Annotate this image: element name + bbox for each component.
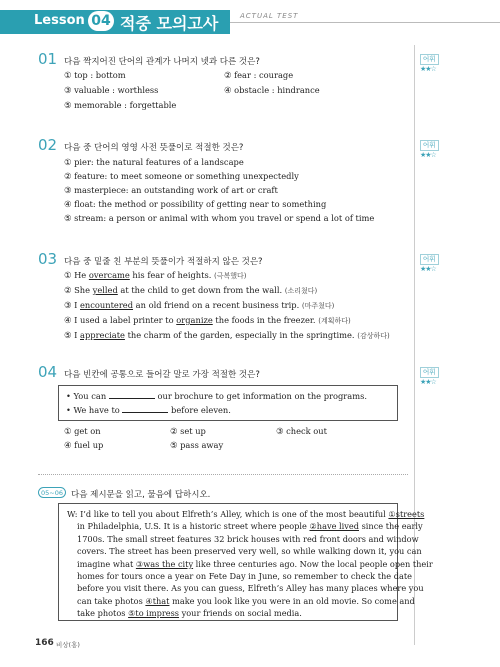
- passage-text: since the early: [359, 521, 423, 532]
- option-text: an old friend on a recent business trip.: [133, 300, 302, 310]
- option-2[interactable]: ② set up: [170, 426, 206, 436]
- passage-text: your friends on social media.: [179, 608, 302, 619]
- underlined-word: encountered: [80, 300, 134, 310]
- option-text: his fear of heights.: [129, 270, 214, 280]
- textbook-name: 비상(홍): [56, 641, 80, 649]
- vocab-tag: 어휘: [420, 367, 439, 378]
- question-set-stem: 다음 제시문을 읽고, 물음에 답하시오.: [71, 490, 211, 500]
- underlined-word: appreciate: [80, 330, 125, 340]
- actual-test-label: ACTUAL TEST: [240, 12, 299, 20]
- korean-gloss: (극복했다): [214, 272, 247, 280]
- option-3[interactable]: ③ check out: [276, 426, 327, 436]
- passage-line: [77, 608, 302, 618]
- option-3[interactable]: [64, 300, 334, 311]
- option-text: ③ I: [64, 300, 80, 310]
- page-number: 166: [35, 638, 54, 648]
- blank-sentence-1: [66, 391, 367, 401]
- korean-gloss: (마주쳤다): [301, 302, 335, 310]
- option-3[interactable]: ③ masterpiece: an outstanding work of art or craft: [64, 185, 278, 195]
- question-stem-02: 다음 중 단어의 영영 사전 뜻풀이로 적절한 것은?: [64, 143, 244, 153]
- difficulty-stars: ★★☆: [420, 265, 436, 273]
- passage-text: before you visit there. As you can guess, Elfreth’s Alley has many places where you: [77, 583, 424, 594]
- underlined-choice: ③was the city: [135, 558, 194, 569]
- option-1[interactable]: ① pier: the natural features of a landscape: [64, 157, 244, 167]
- passage-text: covers. The street has been preserved very well, so while walking down it, you can: [77, 546, 422, 557]
- underlined-choice: ⑤to impress: [128, 608, 180, 619]
- passage-text: can take photos: [77, 595, 146, 606]
- blank-sentence-2: [66, 405, 231, 415]
- question-set-tag: 05~06: [38, 487, 66, 498]
- passage-line: [67, 509, 424, 519]
- vocab-tag: 어휘: [420, 254, 439, 265]
- passage-line: [77, 521, 423, 531]
- passage-text: 1700s. The small street features 32 brick houses with red front doors and window: [77, 533, 419, 544]
- korean-gloss: (감상하다): [357, 332, 390, 340]
- passage-line: [77, 559, 433, 569]
- option-5[interactable]: [64, 330, 390, 341]
- option-2[interactable]: [64, 285, 317, 296]
- passage-text: imagine what: [77, 558, 136, 569]
- option-2[interactable]: ② fear : courage: [224, 70, 294, 80]
- option-text: ① He: [64, 270, 89, 280]
- section-divider: [38, 474, 408, 475]
- option-text: the foods in the freezer.: [212, 315, 319, 325]
- passage-text: homes for tours once a year on Fete Day in June, so remember to check the date: [77, 571, 412, 581]
- lesson-label: Lesson: [34, 13, 85, 28]
- difficulty-stars: ★★☆: [420, 65, 436, 73]
- difficulty-stars: ★★☆: [420, 151, 436, 159]
- header-divider: [230, 22, 500, 23]
- question-number-04: 04: [38, 363, 58, 381]
- underlined-word: yelled: [92, 285, 118, 295]
- sentence-text: • We have to: [66, 405, 123, 415]
- sentence-text: before eleven.: [168, 405, 231, 415]
- option-4[interactable]: ④ float: the method or possibility of getting near to something: [64, 199, 327, 209]
- question-stem-03: 다음 중 밑줄 친 부분의 뜻풀이가 적절하지 않은 것은?: [64, 257, 263, 267]
- vocab-tag: 어휘: [420, 54, 439, 65]
- sentence-text: our brochure to get information on the programs.: [154, 391, 367, 401]
- option-4[interactable]: ④ fuel up: [64, 440, 104, 450]
- option-text: ④ I used a label printer to: [64, 315, 177, 325]
- option-1[interactable]: ① get on: [64, 426, 101, 436]
- option-text: at the child to get down from the wall.: [117, 285, 285, 295]
- question-number-03: 03: [38, 250, 58, 268]
- passage-text: take photos: [77, 608, 129, 619]
- question-stem-01: 다음 짝지어진 단어의 관계가 나머지 넷과 다른 것은?: [64, 57, 260, 67]
- sentence-text: • You can: [66, 391, 109, 401]
- difficulty-stars: ★★☆: [420, 378, 436, 386]
- option-text: ⑤ I: [64, 330, 80, 340]
- page-title: 적중 모의고사: [120, 14, 219, 33]
- underlined-choice: ②have lived: [309, 521, 359, 532]
- passage-line: [77, 534, 419, 544]
- korean-gloss: (계획하다): [318, 317, 351, 325]
- passage-text: like three centuries ago. Now the local people open their: [193, 558, 433, 569]
- underlined-choice: ①streets: [388, 509, 425, 519]
- option-2[interactable]: ② feature: to meet someone or something unexpectedly: [64, 171, 299, 181]
- passage-line: [77, 583, 424, 593]
- question-number-01: 01: [38, 50, 58, 68]
- korean-gloss: (소리쳤다): [284, 287, 318, 295]
- blank-line: [109, 391, 155, 399]
- underlined-word: overcame: [88, 270, 130, 280]
- option-4[interactable]: ④ obstacle : hindrance: [224, 85, 320, 95]
- option-1[interactable]: ① top : bottom: [64, 70, 126, 80]
- lesson-number: 04: [88, 11, 114, 31]
- vocab-tag: 어휘: [420, 140, 439, 151]
- option-3[interactable]: ③ valuable : worthless: [64, 85, 159, 95]
- blank-line: [122, 405, 168, 413]
- passage-text: in Philadelphia, U.S. It is a historic street where people: [77, 521, 310, 532]
- passage-line: [77, 546, 422, 556]
- option-text: ② She: [64, 285, 93, 295]
- question-stem-04: 다음 빈칸에 공통으로 들어갈 말로 가장 적절한 것은?: [64, 370, 260, 380]
- option-4[interactable]: [64, 315, 351, 326]
- option-5[interactable]: ⑤ memorable : forgettable: [64, 100, 177, 110]
- passage-text: make you look like you were in an old movie. So come and: [169, 595, 415, 606]
- option-text: the charm of the garden, especially in the springtime.: [124, 330, 358, 340]
- option-5[interactable]: ⑤ stream: a person or animal with whom you travel or spend a lot of time: [64, 213, 375, 223]
- passage-box: [58, 503, 433, 621]
- passage-line: [77, 571, 412, 581]
- option-5[interactable]: ⑤ pass away: [170, 440, 224, 450]
- question-number-02: 02: [38, 136, 58, 154]
- page-header: [0, 0, 500, 36]
- fill-in-blank-box: [58, 385, 398, 421]
- option-1[interactable]: [64, 270, 247, 281]
- underlined-choice: ④that: [145, 595, 170, 606]
- passage-line: [77, 596, 415, 606]
- underlined-word: organize: [176, 315, 213, 325]
- passage-text: W: I’d like to tell you about Elfreth’s Alley, which is one of the most beautiful: [67, 509, 389, 519]
